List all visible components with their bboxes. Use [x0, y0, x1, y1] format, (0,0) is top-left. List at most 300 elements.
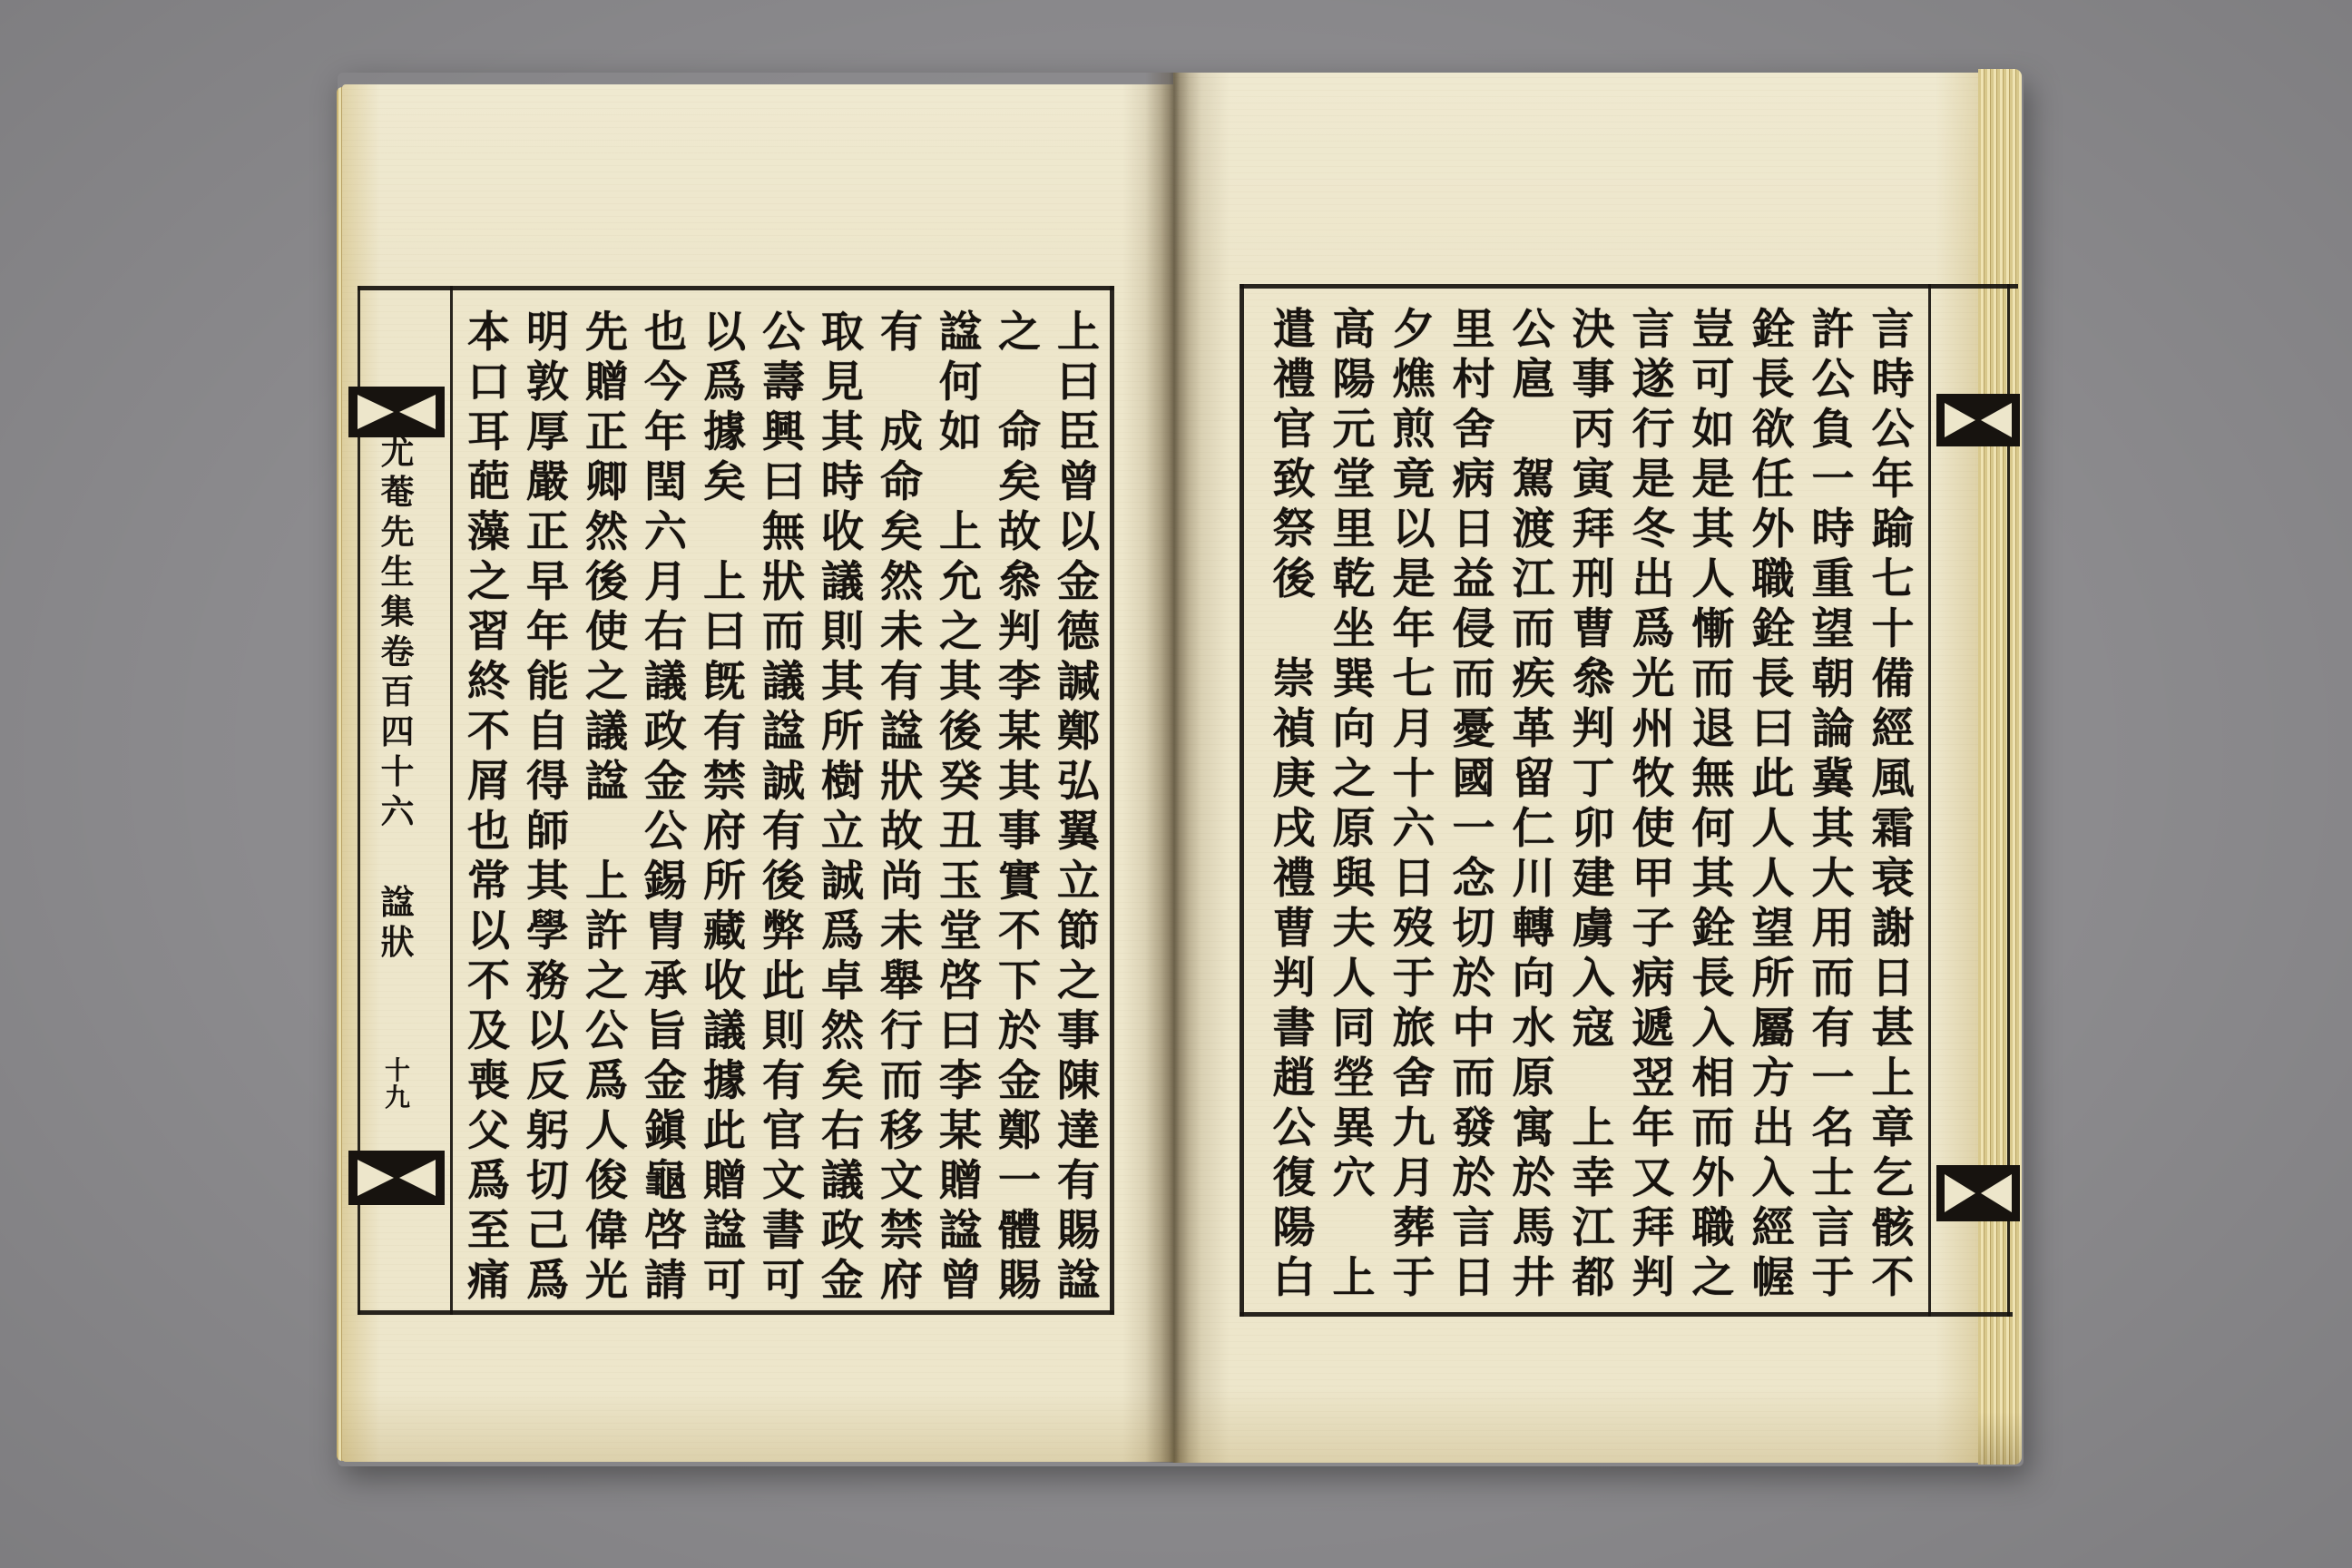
- glyph: 收: [703, 956, 746, 1006]
- glyph: 務: [526, 956, 569, 1006]
- glyph: 幄: [1751, 1253, 1795, 1303]
- glyph: 又: [1632, 1153, 1675, 1203]
- margin-page-number: [382, 1057, 413, 1112]
- glyph: 異: [1332, 1103, 1376, 1153]
- glyph: 出: [1751, 1103, 1795, 1153]
- glyph: 禁: [703, 757, 746, 807]
- glyph: 於: [1452, 1153, 1495, 1203]
- glyph: 正: [585, 407, 628, 457]
- glyph: 有: [880, 308, 923, 358]
- glyph: 乞: [1871, 1153, 1915, 1203]
- glyph: 舉: [880, 956, 923, 1006]
- glyph: 諡: [1057, 1256, 1100, 1306]
- glyph: 公: [644, 807, 687, 857]
- glyph: 陽: [1272, 1203, 1316, 1253]
- glyph: 戌: [1272, 804, 1316, 854]
- glyph: 今: [644, 358, 687, 407]
- glyph: 金: [644, 757, 687, 807]
- glyph: 議: [703, 1006, 746, 1056]
- glyph: 而: [1512, 604, 1555, 654]
- glyph: 諡: [880, 707, 923, 757]
- glyph: 閏: [644, 457, 687, 507]
- glyph: 水: [1512, 1004, 1555, 1054]
- glyph: 及: [467, 1006, 510, 1056]
- text-column: [931, 308, 990, 1306]
- glyph: 判: [998, 607, 1041, 657]
- glyph: 然: [880, 557, 923, 607]
- glyph: 穴: [1332, 1153, 1376, 1203]
- glyph: 卿: [585, 457, 628, 507]
- glyph: 喪: [467, 1056, 510, 1106]
- glyph: 七: [1392, 654, 1436, 704]
- glyph: 曰: [939, 1006, 982, 1056]
- text-column: [1803, 305, 1863, 1303]
- glyph: 偉: [585, 1206, 628, 1256]
- glyph: 有: [703, 707, 746, 757]
- glyph: 拜: [1572, 505, 1615, 554]
- glyph: 下: [998, 956, 1041, 1006]
- glyph: 之: [467, 557, 510, 607]
- glyph: 村: [1452, 355, 1495, 405]
- glyph: 曾: [1057, 457, 1100, 507]
- glyph: 藏: [703, 906, 746, 956]
- left-frame-bottom-line: [358, 1310, 1114, 1315]
- glyph: 九: [1392, 1103, 1436, 1153]
- glyph: 狀: [880, 757, 923, 807]
- glyph: 其: [1691, 505, 1735, 554]
- glyph: 曰: [703, 607, 746, 657]
- glyph: 公: [1811, 355, 1855, 405]
- glyph: 堂: [939, 906, 982, 956]
- glyph: 丑: [939, 807, 982, 857]
- glyph: 疾: [1512, 654, 1555, 704]
- glyph: 川: [1512, 854, 1555, 904]
- glyph: 上: [1332, 1253, 1376, 1303]
- glyph: 弊: [762, 906, 805, 956]
- glyph: 長: [1751, 355, 1795, 405]
- glyph: 年: [1392, 604, 1436, 654]
- glyph: 章: [1871, 1103, 1915, 1153]
- glyph: 使: [585, 607, 628, 657]
- glyph: 是: [1691, 455, 1735, 505]
- glyph: 諡: [585, 757, 628, 807]
- glyph: 卓: [821, 956, 864, 1006]
- glyph: 向: [1332, 704, 1376, 754]
- glyph: 月: [1392, 1153, 1436, 1203]
- glyph: 冬: [1632, 505, 1675, 554]
- glyph: 以: [1057, 507, 1100, 557]
- glyph: 諴: [1057, 657, 1100, 707]
- glyph: 遂: [1632, 355, 1675, 405]
- glyph: 政: [821, 1206, 864, 1256]
- glyph: 文: [762, 1156, 805, 1206]
- glyph: 鎭: [644, 1106, 687, 1156]
- glyph: 體: [998, 1206, 1041, 1256]
- glyph: 公: [1512, 305, 1555, 355]
- glyph: 禁: [880, 1206, 923, 1256]
- glyph: 其: [821, 407, 864, 457]
- spine-shadow: [1145, 73, 1201, 1463]
- text-column: [754, 308, 813, 1306]
- glyph: 方: [1751, 1054, 1795, 1103]
- glyph: 師: [526, 807, 569, 857]
- glyph: 成: [880, 407, 923, 457]
- glyph: 禎: [1272, 704, 1316, 754]
- glyph: 甚: [1871, 1004, 1915, 1054]
- glyph: 承: [644, 956, 687, 1006]
- glyph: 屬: [1751, 1004, 1795, 1054]
- glyph: 人: [1751, 804, 1795, 854]
- glyph: 議: [821, 557, 864, 607]
- glyph: 衰: [1871, 854, 1915, 904]
- glyph: 書: [762, 1206, 805, 1256]
- glyph: 慚: [1691, 604, 1735, 654]
- glyph: 里: [1452, 305, 1495, 355]
- glyph: 七: [1871, 554, 1915, 604]
- glyph: 金: [998, 1056, 1041, 1106]
- glyph: 病: [1632, 954, 1675, 1004]
- glyph: 人: [1751, 854, 1795, 904]
- glyph: 崇: [1272, 654, 1316, 704]
- honorific-gap: [695, 507, 754, 557]
- glyph: 之: [1691, 1253, 1735, 1303]
- glyph: 禮: [1272, 355, 1316, 405]
- glyph: 公: [762, 308, 805, 358]
- glyph: 六: [1392, 804, 1436, 854]
- glyph: 使: [1632, 804, 1675, 854]
- text-column: [695, 308, 754, 1306]
- glyph: 其: [526, 857, 569, 906]
- glyph: 月: [1392, 704, 1436, 754]
- glyph: 退: [1691, 704, 1735, 754]
- glyph: 判: [1572, 704, 1615, 754]
- glyph: 本: [467, 308, 510, 358]
- glyph: 未: [880, 906, 923, 956]
- glyph: 某: [939, 1106, 982, 1156]
- glyph: 遞: [1632, 1004, 1675, 1054]
- glyph: 爲: [703, 358, 746, 407]
- glyph: 則: [762, 1006, 805, 1056]
- glyph: 元: [1332, 405, 1376, 455]
- glyph: 病: [1452, 455, 1495, 505]
- glyph: 百: [380, 671, 415, 711]
- glyph: 于: [1392, 1253, 1436, 1303]
- glyph: 於: [998, 1006, 1041, 1056]
- glyph: 入: [1751, 1153, 1795, 1203]
- glyph: 立: [1057, 857, 1100, 906]
- glyph: 卷: [380, 632, 415, 671]
- glyph: 人: [1691, 554, 1735, 604]
- glyph: 里: [1332, 505, 1376, 554]
- glyph: 而: [1811, 954, 1855, 1004]
- glyph: 四: [380, 711, 415, 751]
- glyph: 之: [585, 657, 628, 707]
- glyph: 任: [1751, 455, 1795, 505]
- glyph: 矣: [998, 457, 1041, 507]
- glyph: 壽: [762, 358, 805, 407]
- right-frame-left-line: [1240, 284, 1244, 1317]
- glyph: 耳: [467, 407, 510, 457]
- glyph: 祭: [1272, 505, 1316, 554]
- glyph: 厚: [526, 407, 569, 457]
- glyph: 上: [585, 857, 628, 906]
- glyph: 豈: [1691, 305, 1735, 355]
- glyph: 留: [1512, 754, 1555, 804]
- glyph: 相: [1691, 1054, 1735, 1103]
- glyph: 扈: [1512, 355, 1555, 405]
- glyph: 煎: [1392, 405, 1436, 455]
- glyph: 贈: [939, 1156, 982, 1206]
- glyph: 何: [1691, 804, 1735, 854]
- glyph: 常: [467, 857, 510, 906]
- glyph: 渡: [1512, 505, 1555, 554]
- glyph: 名: [1811, 1103, 1855, 1153]
- glyph: 翌: [1632, 1054, 1675, 1103]
- glyph: 光: [1632, 654, 1675, 704]
- glyph: 言: [1871, 305, 1915, 355]
- glyph: 寇: [1572, 1004, 1615, 1054]
- glyph: 興: [762, 407, 805, 457]
- glyph: 經: [1751, 1203, 1795, 1253]
- glyph: 不: [998, 906, 1041, 956]
- glyph: 其: [1691, 854, 1735, 904]
- glyph: 諡: [762, 707, 805, 757]
- glyph: 臣: [1057, 407, 1100, 457]
- glyph: 早: [526, 557, 569, 607]
- glyph: 趙: [1272, 1054, 1316, 1103]
- glyph: 何: [939, 358, 982, 407]
- glyph: 備: [1871, 654, 1915, 704]
- glyph: 用: [1811, 904, 1855, 954]
- glyph: 生: [380, 552, 415, 592]
- glyph: 向: [1512, 954, 1555, 1004]
- glyph: 中: [1452, 1004, 1495, 1054]
- glyph: 發: [1452, 1103, 1495, 1153]
- glyph: 陳: [1057, 1056, 1100, 1106]
- glyph: 言: [1452, 1203, 1495, 1253]
- glyph: 叅: [998, 557, 1041, 607]
- glyph: 見: [821, 358, 864, 407]
- glyph: 公: [1871, 405, 1915, 455]
- glyph: 旅: [1392, 1004, 1436, 1054]
- glyph: 決: [1572, 305, 1615, 355]
- glyph: 無: [762, 507, 805, 557]
- glyph: 鄭: [998, 1106, 1041, 1156]
- glyph: 達: [1057, 1106, 1100, 1156]
- text-column: [1384, 305, 1444, 1303]
- glyph: 銓: [1751, 604, 1795, 654]
- glyph: 銓: [1691, 904, 1735, 954]
- glyph: 論: [1811, 704, 1855, 754]
- glyph: 諡: [939, 1206, 982, 1256]
- glyph: 年: [644, 407, 687, 457]
- glyph: 年: [526, 607, 569, 657]
- glyph: 父: [467, 1106, 510, 1156]
- glyph: 入: [1572, 954, 1615, 1004]
- honorific-gap: [1324, 1203, 1384, 1253]
- glyph: 日: [1392, 854, 1436, 904]
- glyph: 不: [1871, 1253, 1915, 1303]
- glyph: 於: [1452, 954, 1495, 1004]
- glyph: 九: [384, 1083, 410, 1112]
- text-column: [636, 308, 695, 1306]
- glyph: 誠: [762, 757, 805, 807]
- glyph: 之: [1332, 754, 1376, 804]
- glyph: 出: [1632, 554, 1675, 604]
- glyph: 與: [1332, 854, 1376, 904]
- glyph: 白: [1272, 1253, 1316, 1303]
- glyph: 立: [821, 807, 864, 857]
- text-column: [1623, 305, 1683, 1303]
- glyph: 謝: [1871, 904, 1915, 954]
- glyph: 事: [1057, 1006, 1100, 1056]
- glyph: 旨: [644, 1006, 687, 1056]
- glyph: 爲: [526, 1256, 569, 1306]
- glyph: 議: [585, 707, 628, 757]
- glyph: 踰: [1871, 505, 1915, 554]
- glyph: 有: [762, 1056, 805, 1106]
- glyph: 金: [644, 1056, 687, 1106]
- glyph: 贈: [585, 358, 628, 407]
- glyph: 國: [1452, 754, 1495, 804]
- glyph: 移: [880, 1106, 923, 1156]
- glyph: 塋: [1332, 1054, 1376, 1103]
- glyph: 弘: [1057, 757, 1100, 807]
- glyph: 寅: [1572, 455, 1615, 505]
- glyph: 竟: [1392, 455, 1436, 505]
- glyph: 言: [1811, 1203, 1855, 1253]
- glyph: 矣: [880, 507, 923, 557]
- glyph: 取: [821, 308, 864, 358]
- glyph: 卯: [1572, 804, 1615, 854]
- glyph: 事: [1572, 355, 1615, 405]
- glyph: 復: [1272, 1153, 1316, 1203]
- glyph: 叅: [1572, 654, 1615, 704]
- text-column: [1264, 305, 1324, 1303]
- text-column: [1324, 305, 1384, 1303]
- glyph: 右: [644, 607, 687, 657]
- glyph: 命: [880, 457, 923, 507]
- glyph: 一: [998, 1156, 1041, 1206]
- glyph: 然: [821, 1006, 864, 1056]
- glyph: 人: [1332, 954, 1376, 1004]
- text-column: [577, 308, 636, 1306]
- glyph: 啓: [939, 956, 982, 1006]
- glyph: 此: [1751, 754, 1795, 804]
- glyph: 寓: [1512, 1103, 1555, 1153]
- glyph: 年: [1632, 1103, 1675, 1153]
- glyph: 賜: [998, 1256, 1041, 1306]
- glyph: 龜: [644, 1156, 687, 1206]
- glyph: 切: [526, 1156, 569, 1206]
- glyph: 上: [1572, 1103, 1615, 1153]
- glyph: 上: [703, 557, 746, 607]
- glyph: 牧: [1632, 754, 1675, 804]
- honorific-gap: [577, 807, 636, 857]
- glyph: 歿: [1392, 904, 1436, 954]
- glyph: 據: [703, 1056, 746, 1106]
- glyph: 霜: [1871, 804, 1915, 854]
- glyph: 望: [1811, 604, 1855, 654]
- glyph: 所: [1751, 954, 1795, 1004]
- glyph: 子: [1632, 904, 1675, 954]
- glyph: 諡: [939, 308, 982, 358]
- glyph: 行: [880, 1006, 923, 1056]
- glyph: 高: [1332, 305, 1376, 355]
- glyph: 長: [1691, 954, 1735, 1004]
- glyph: 念: [1452, 854, 1495, 904]
- text-column: [518, 308, 577, 1306]
- glyph: 可: [762, 1256, 805, 1306]
- glyph: 日: [1452, 505, 1495, 554]
- glyph: 反: [526, 1056, 569, 1106]
- glyph: 坐: [1332, 604, 1376, 654]
- glyph: 葩: [467, 457, 510, 507]
- glyph: 金: [821, 1256, 864, 1306]
- glyph: 所: [703, 857, 746, 906]
- text-column: [1863, 305, 1923, 1303]
- glyph: 翼: [1057, 807, 1100, 857]
- glyph: 躬: [526, 1106, 569, 1156]
- glyph: 大: [1811, 854, 1855, 904]
- glyph: 有: [762, 807, 805, 857]
- glyph: 而: [1452, 1054, 1495, 1103]
- glyph: 收: [821, 507, 864, 557]
- glyph: 啓: [644, 1206, 687, 1256]
- glyph: 于: [1811, 1253, 1855, 1303]
- glyph: 言: [1632, 305, 1675, 355]
- glyph: 實: [998, 857, 1041, 906]
- glyph: 後: [585, 557, 628, 607]
- glyph: 益: [1452, 554, 1495, 604]
- margin-section-title: [377, 882, 418, 962]
- glyph: 禮: [1272, 854, 1316, 904]
- glyph: 其: [1811, 804, 1855, 854]
- glyph: 之: [1057, 956, 1100, 1006]
- glyph: 庚: [1272, 754, 1316, 804]
- glyph: 判: [1272, 954, 1316, 1004]
- glyph: 終: [467, 657, 510, 707]
- glyph: 痛: [467, 1256, 510, 1306]
- glyph: 遣: [1272, 305, 1316, 355]
- honorific-gap: [990, 358, 1049, 407]
- glyph: 原: [1332, 804, 1376, 854]
- glyph: 也: [467, 807, 510, 857]
- glyph: 職: [1691, 1203, 1735, 1253]
- left-margin-divider: [450, 286, 453, 1315]
- glyph: 年: [1871, 455, 1915, 505]
- glyph: 外: [1751, 505, 1795, 554]
- glyph: 玉: [939, 857, 982, 906]
- glyph: 幸: [1572, 1153, 1615, 1203]
- glyph: 外: [1691, 1153, 1735, 1203]
- right-frame-bottom-line: [1240, 1312, 2013, 1317]
- glyph: 井: [1512, 1253, 1555, 1303]
- glyph: 之: [939, 607, 982, 657]
- glyph: 諡: [703, 1206, 746, 1256]
- glyph: 書: [1272, 1004, 1316, 1054]
- glyph: 學: [526, 906, 569, 956]
- glyph: 十: [1871, 604, 1915, 654]
- glyph: 贈: [703, 1156, 746, 1206]
- text-column: [459, 308, 518, 1306]
- glyph: 骸: [1871, 1203, 1915, 1253]
- glyph: 切: [1452, 904, 1495, 954]
- glyph: 政: [644, 707, 687, 757]
- glyph: 虜: [1572, 904, 1615, 954]
- glyph: 鄭: [1057, 707, 1100, 757]
- glyph: 而: [880, 1056, 923, 1106]
